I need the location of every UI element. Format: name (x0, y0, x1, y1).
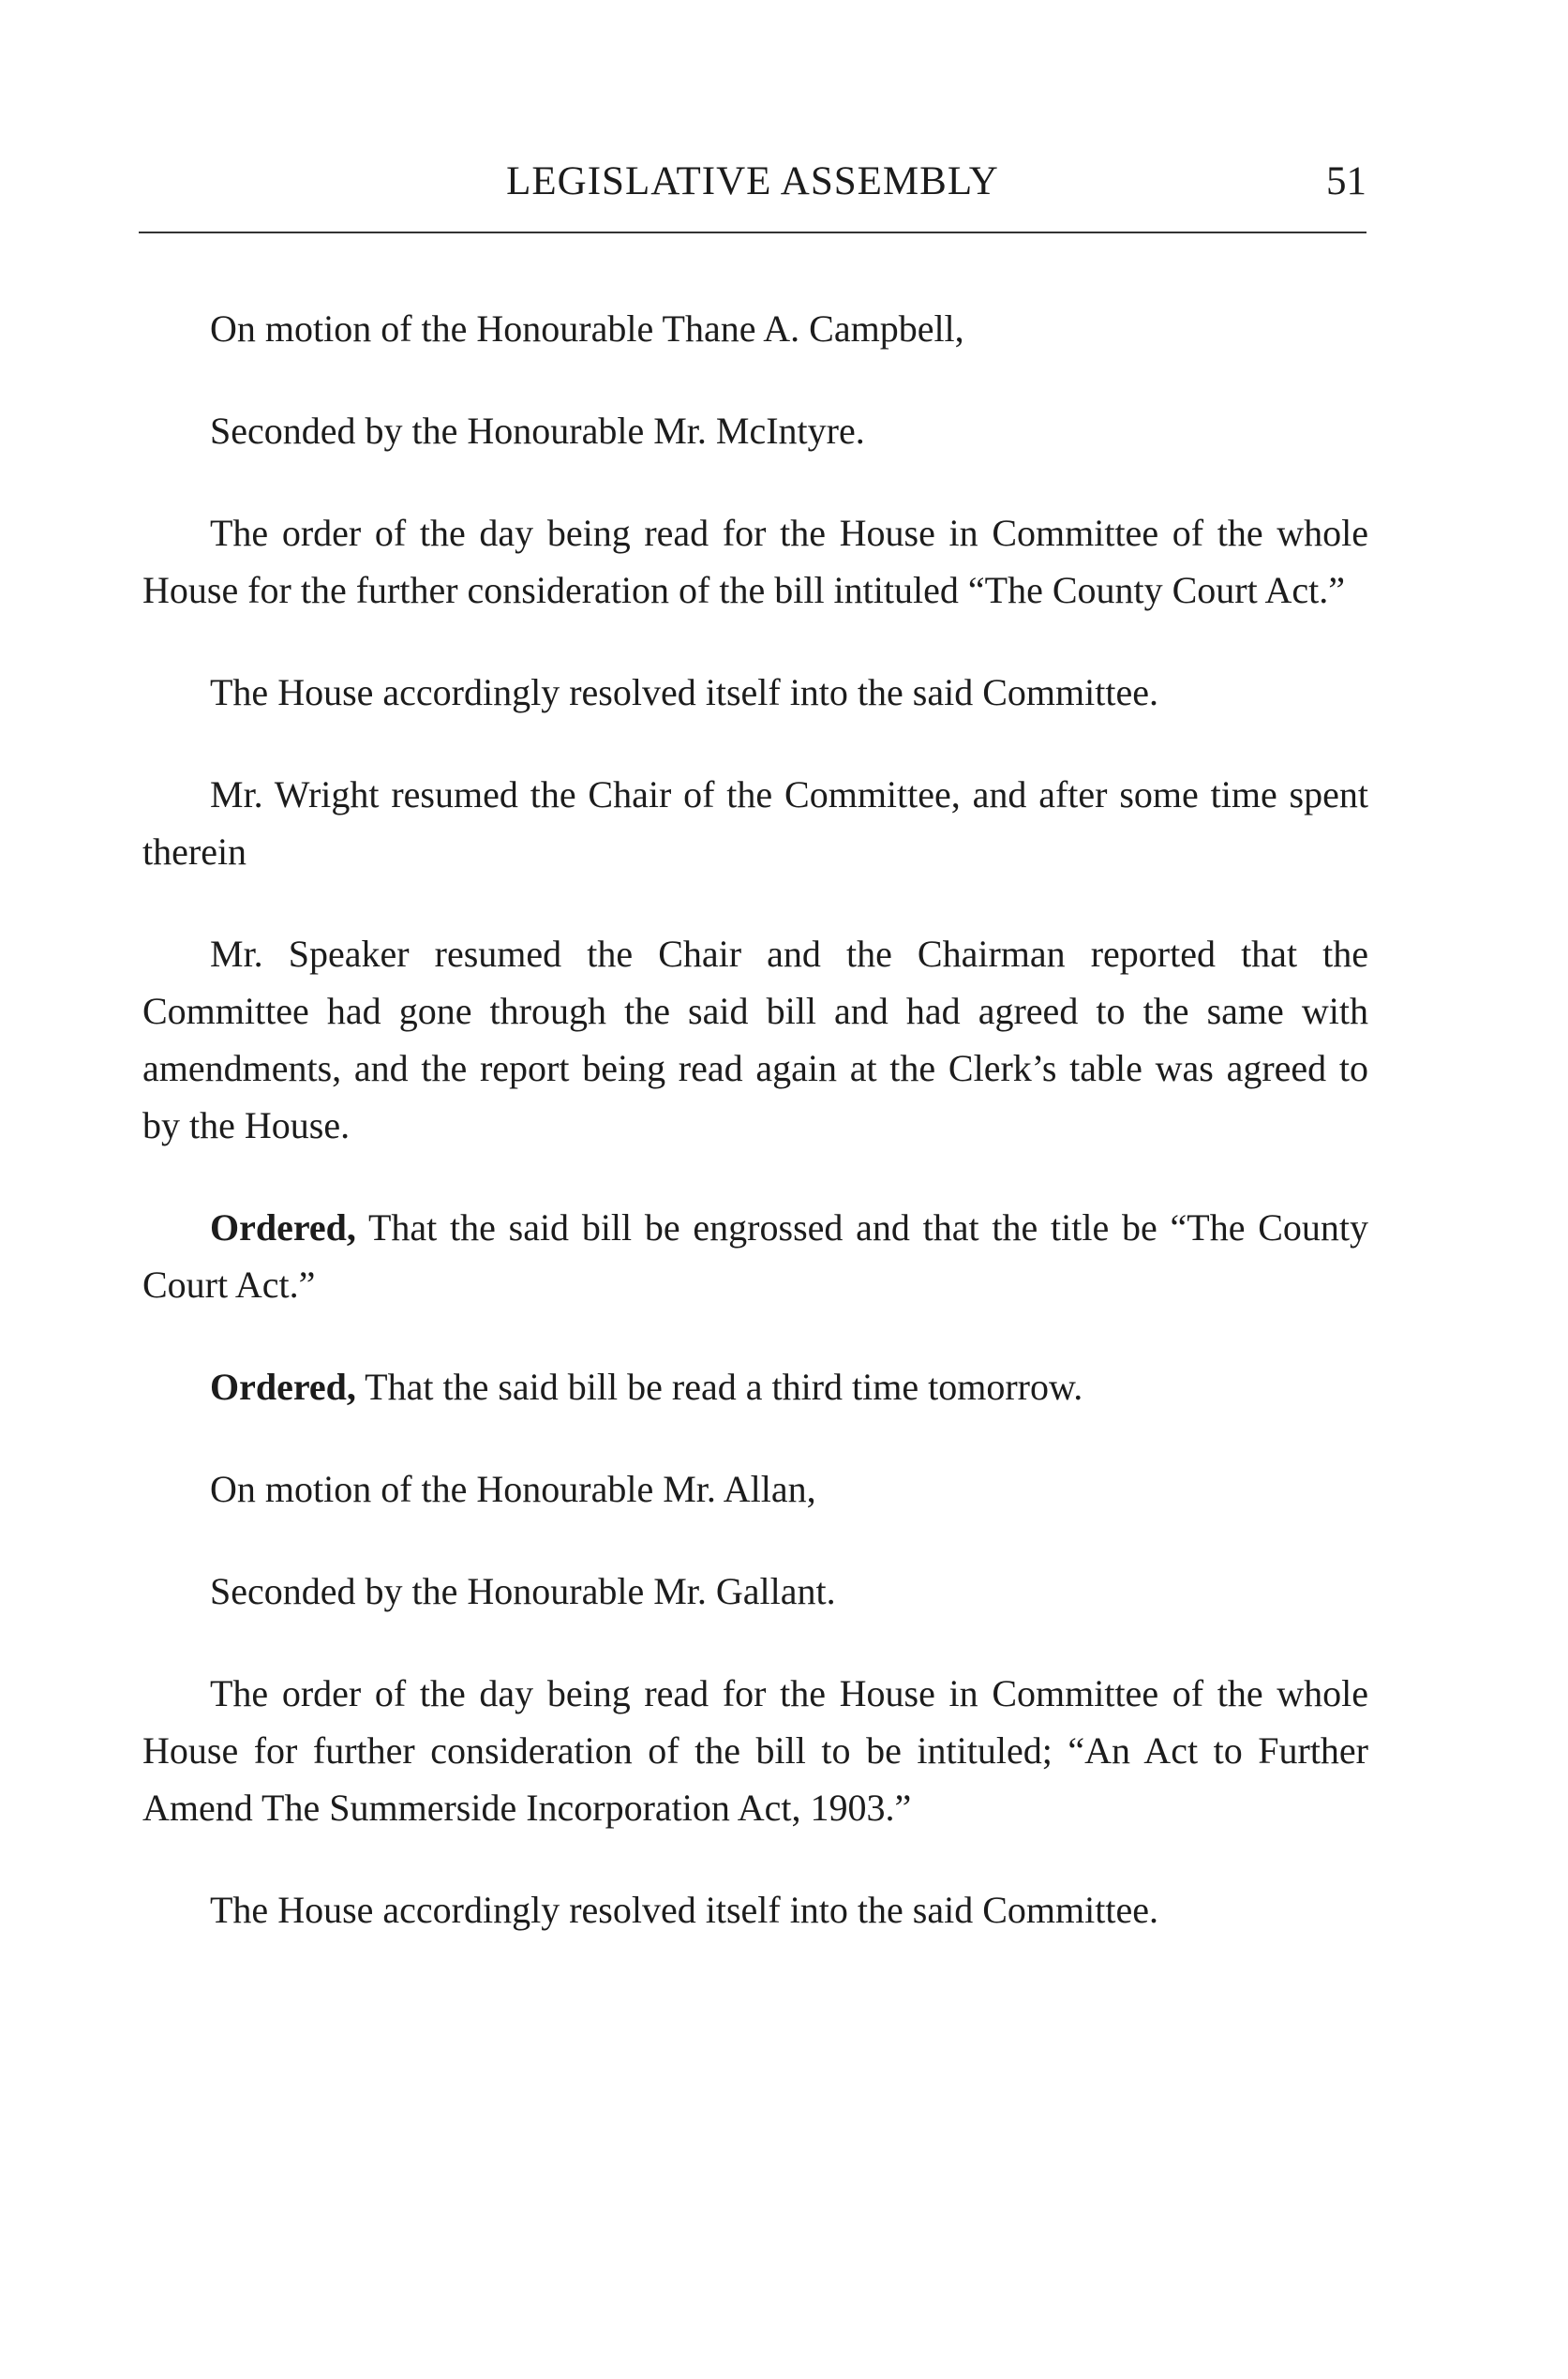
page-number: 51 (1326, 159, 1366, 203)
paragraph-wright-chair: Mr. Wright resumed the Chair of the Committee, and after some time spent therein (142, 773, 1368, 873)
ordered-label: Ordered, (210, 1206, 356, 1249)
paragraph-seconded-mcintyre: Seconded by the Honourable Mr. McIntyre. (210, 410, 865, 452)
paragraph-ordered-third-reading (142, 1358, 1368, 1415)
paragraph-motion-allan: On motion of the Honourable Mr. Allan, (210, 1468, 816, 1510)
paragraph-ordered-engrossed (142, 1199, 1368, 1313)
paragraph-motion-campbell: On motion of the Honourable Thane A. Campbell, (210, 307, 964, 350)
paragraph-order-county-court: The order of the day being read for the House in Committee of the whole House for the further consideration of the bill intituled “The County Court Act.” (142, 512, 1368, 611)
running-title: LEGISLATIVE ASSEMBLY (506, 159, 999, 203)
ordered-text: That the said bill be read a third time tomorrow. (355, 1366, 1083, 1408)
running-header (139, 156, 1366, 212)
paragraph-seconded-gallant: Seconded by the Honourable Mr. Gallant. (210, 1570, 836, 1612)
paragraph-house-resolved-1: The House accordingly resolved itself into the said Committee. (210, 671, 1158, 713)
ordered-text: That the said bill be engrossed and that the title be “The County Court Act.” (142, 1206, 1368, 1306)
paragraph-order-summerside: The order of the day being read for the House in Committee of the whole House for further consideration of the bill to be intituled; “An Act to Further Amend The Summerside Incorporation Act, 1903.” (142, 1672, 1368, 1829)
header-rule (139, 232, 1366, 233)
body-text (142, 300, 1368, 1983)
paragraph-speaker-report: Mr. Speaker resumed the Chair and the Chairman reported that the Committee had gone through the said bill and had agreed to the same with amendments, and the report being read again at the Clerk’s table was agreed to by the House. (142, 933, 1368, 1146)
ordered-label: Ordered, (210, 1366, 356, 1408)
paragraph-house-resolved-2: The House accordingly resolved itself into the said Committee. (210, 1889, 1158, 1931)
